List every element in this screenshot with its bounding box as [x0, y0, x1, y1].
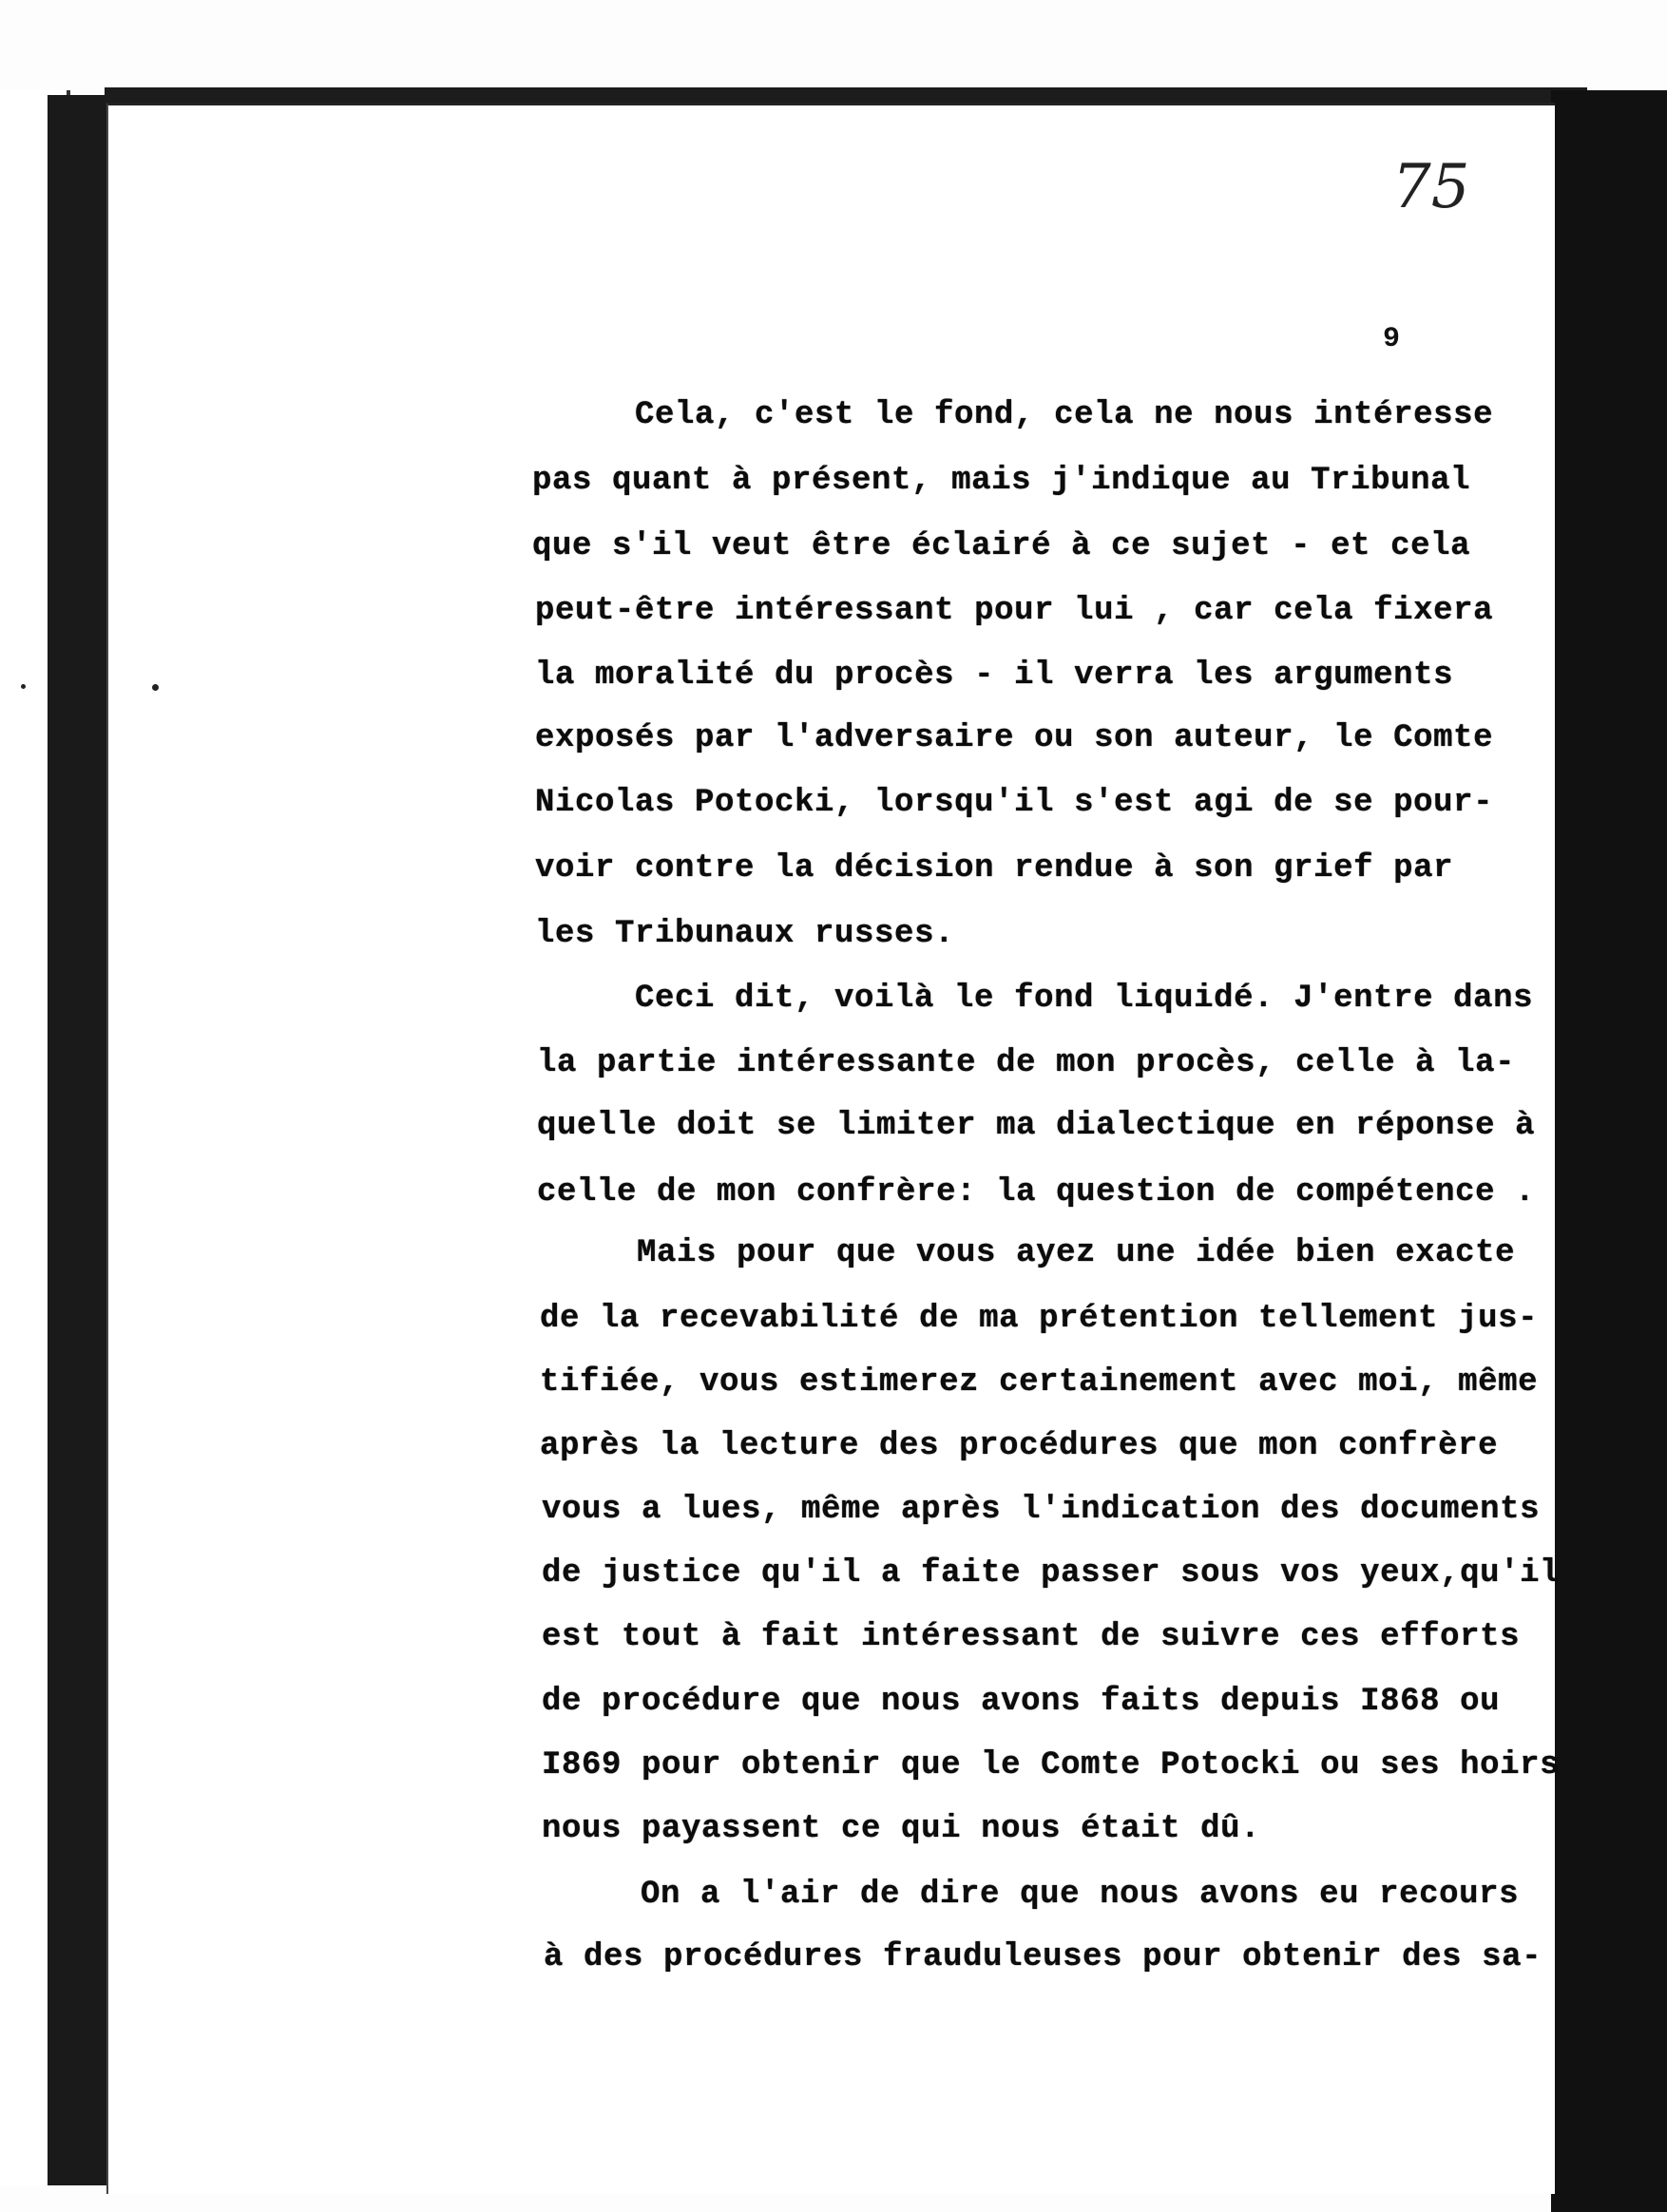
text-line: I869 pour obtenir que le Comte Potocki ou ses hoirs [542, 1747, 1561, 1783]
text-line: Mais pour que vous ayez une idée bien exacte [637, 1235, 1516, 1271]
text-line: peut-être intéressant pour lui , car cela fixera [535, 593, 1494, 629]
text-line: la moralité du procès - il verra les arguments [535, 658, 1454, 694]
text-line: après la lecture des procédures que mon confrère [540, 1428, 1499, 1464]
text-line: que s'il veut être éclairé à ce sujet - et cela [532, 528, 1471, 564]
page-number: 9 [1383, 323, 1401, 355]
text-line: de procédure que nous avons faits depuis I868 ou [542, 1684, 1501, 1720]
text-line: de la recevabilité de ma prétention tellement jus- [540, 1301, 1539, 1337]
text-line: Nicolas Potocki, lorsqu'il s'est agi de se pour- [535, 785, 1494, 821]
text-line: exposés par l'adversaire ou son auteur, le Comte [535, 720, 1494, 756]
text-line: quelle doit se limiter ma dialectique en réponse à [537, 1108, 1536, 1144]
ink-speck [152, 684, 159, 691]
text-line: celle de mon confrère: la question de compétence . [537, 1174, 1536, 1211]
text-line: est tout à fait intéressant de suivre ces efforts [542, 1619, 1521, 1655]
text-line: de justice qu'il a faite passer sous vos yeux,qu'il [542, 1555, 1561, 1592]
text-line: Cela, c'est le fond, cela ne nous intéresse [635, 397, 1494, 433]
text-line: vous a lues, même après l'indication des documents [542, 1492, 1541, 1528]
right-binding-shadow [1551, 90, 1667, 2212]
text-line: voir contre la décision rendue à son grief par [535, 850, 1454, 887]
text-line: les Tribunaux russes. [535, 916, 955, 952]
ink-speck [21, 684, 26, 689]
text-line: nous payassent ce qui nous était dû. [542, 1811, 1261, 1847]
text-line: la partie intéressante de mon procès, celle à la- [537, 1045, 1516, 1081]
folio-number: 75 [1392, 152, 1470, 222]
text-line: tifiée, vous estimerez certainement avec moi, même [540, 1364, 1539, 1401]
text-line: On a l'air de dire que nous avons eu recours [641, 1877, 1520, 1913]
left-binding-shadow [48, 95, 106, 2185]
text-line: pas quant à présent, mais j'indique au Tribunal [532, 463, 1471, 499]
text-line: Ceci dit, voilà le fond liquidé. J'entre dans [635, 981, 1534, 1017]
text-line: à des procédures frauduleuses pour obtenir des sa- [544, 1939, 1542, 1975]
